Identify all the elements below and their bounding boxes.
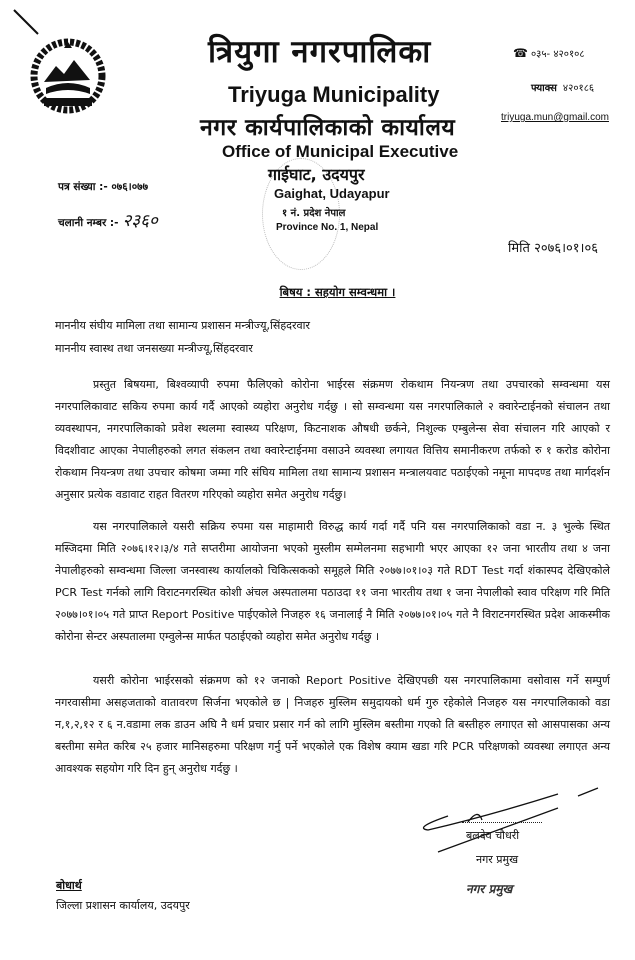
- letter-date: [508, 238, 598, 256]
- pen-mark: [12, 8, 40, 36]
- fax-label: फ्याक्स: [531, 83, 557, 94]
- email-link[interactable]: triyuga.mun@gmail.com: [501, 112, 609, 123]
- signatory-title: नगर प्रमुख: [476, 853, 519, 866]
- dispatch-number: [58, 208, 158, 231]
- address-nepali: गाईघाट, उदयपुर: [268, 165, 365, 184]
- fax-number: [531, 80, 594, 94]
- municipality-name-nepali: त्रियुगा नगरपालिका: [208, 34, 432, 70]
- address-english: Gaighat, Udayapur: [274, 186, 390, 201]
- ref-label: पत्र संख्या :-: [58, 181, 108, 193]
- body-paragraph: [55, 374, 610, 506]
- municipality-name-english: Triyuga Municipality: [228, 82, 440, 107]
- ref-value: ०७६।०७७: [111, 181, 149, 193]
- paragraph-text: प्रस्तुत बिषयमा, बिश्वव्यापी रुपमा फैलिएको कोरोना भाईरस संक्रमण रोकथाम नियन्त्रण तथा उपचारको सम्वन्धमा यस नगरपालिकावाट सकिय रुपमा कार्य गर्दै आएको व्यहोरा अनुरोध गर्दछु । सो सम्वन्धमा यस नगरपालिकाले २ क्वारेन्टाईनको संचालन तथा व्यवस्थापन, नगरपालिकाको प्रवेश स्थलमा स्वास्थ्य परिक्षण, किटनाशक औषधी छर्कने, निशुल्क एम्बुलेन्स सेवा संचालन गरि आएको र विदशीवाट आएका नेपालीहरुको लगत संकलन तथा क्वारेन्टाईनमा वसाउने व्यवस्था लगायत वित्तिय समानीकरण तर्फको रु १ करोड कोरोना रोकथाम नियन्त्रण तथा उपचार कोषमा जम्मा गरि संघिय मामिला तथा सामान्य प्रशासन मन्त्रालयवाट पठाईएको नमूना मापदण्ड तथा मार्गदर्शन अनुसार प्रत्येक वडावाट राहत वितरण गरिएको व्यहोरा समेत अनुरोध गर्दछु।: [55, 378, 610, 501]
- body-paragraph: [55, 516, 610, 648]
- subject-line: [0, 285, 635, 300]
- chalani-value: २३६०: [122, 211, 158, 231]
- paragraph-text: यसरी कोरोना भाईरसको संक्रमण को १२ जनाको Report Positive देखिएपछी यस नगरपालिकामा वसोवास गर्ने सम्पुर्ण नगरवासीमा असहजताको वातावरण सिर्जना भएकोले छ | निजहरु मुस्लिम समुदायको धर्म गुरु रहेकोले निजहरु यस नगरपालिकाको वडा न,१,२,१२ र ६ न.वडामा लक डाउन अघि नै धर्म प्रचार प्रसार गर्न को लागि मुस्लिम बस्तीमा गएको ति बस्तीहरु लगाएत सो आसपासका अन्य बस्तीमा समेत करिब २५ हजार मानिसहरुमा परिक्षण गर्नु पर्ने भएकोले एक विशेष क्याम खडा गरि PCR परिक्षणको व्यवस्था लगाएत अन्य आवश्यक सहयोग गरि दिन हुन् अनुरोध गर्दछु ।: [55, 674, 610, 775]
- telephone-icon: ☎: [513, 46, 528, 60]
- addressee: माननीय संघीय मामिला तथा सामान्य प्रशासन मन्त्रीज्यू,सिंहदरवार: [55, 319, 310, 332]
- office-name-nepali: नगर कार्यपालिकाको कार्यालय: [200, 115, 456, 141]
- office-name-english: Office of Municipal Executive: [222, 142, 459, 161]
- fax-value: ४२०१८६: [562, 83, 595, 94]
- addressee: माननीय स्वास्थ तथा जनसख्या मन्त्रीज्यू,सिंहदरवार: [55, 342, 253, 355]
- subject-text: बिषय : सहयोग सम्वन्धमा ।: [279, 285, 396, 299]
- signatory-name: बलदेव चौधरी: [466, 829, 520, 842]
- date-value: २०७६।०१।०६: [534, 241, 598, 256]
- cc-recipient: जिल्ला प्रशासन कार्यालय, उदयपुर: [56, 899, 190, 912]
- date-label: मिति: [508, 241, 530, 256]
- body-paragraph: [55, 670, 610, 780]
- signature-line: [462, 812, 542, 823]
- paragraph-text: यस नगरपालिकाले यसरी सक्रिय रुपमा यस माहामारी विरुद्ध कार्य गर्दा गर्दै पनि यस नगरपालिकाको वडा न. ३ भुल्के स्थित मस्जिदमा मिति २०७६।१२।३/४ गते सप्तरीमा आयोजना भएको मुस्लीम सम्मेलनमा सहभागी भएर आएका १२ जना भारतीय तथा ४ जना नेपालीहरुको सम्वन्धमा जिल्ला जनस्वास्थ कार्यालको चिकित्सकको समूहले मिति २०७७।०१।०३ गते RDT Test गर्दा शंकास्पद देखिएकोले PCR Test गर्नको लागि विराटनगरस्थित कोशी अंचल अस्पतालमा पठाउदा ११ जना भारतीय तथा १ जना नेपालीको स्वाव परिक्षण गरि मिति २०७७।०१।०५ गते प्राप्त Report Positive पाईएकोले निजहरु १६ जनालाई नै मिति २०७७।०१।०५ गते नै विराटनगरस्थित प्रदेश आकस्मीक कोरोना सेन्टर अस्पतालमा एम्वुलेन्स मार्फत पठाईएको व्यहोरा समेत अनुरोध गर्दछु ।: [55, 520, 610, 643]
- cc-heading: बोधार्थ: [56, 879, 82, 892]
- province-nepali: १ नं. प्रदेश नेपाल: [282, 208, 346, 219]
- phone-number: [513, 46, 585, 60]
- signature-stamp: नगर प्रमुख: [466, 882, 513, 896]
- chalani-label: चलानी नम्बर :-: [58, 217, 119, 229]
- reference-number: [58, 180, 148, 194]
- nepal-emblem-icon: [30, 38, 106, 114]
- province-english: Province No. 1, Nepal: [276, 222, 379, 233]
- phone-value: ०३५- ४२०१०८: [530, 49, 585, 60]
